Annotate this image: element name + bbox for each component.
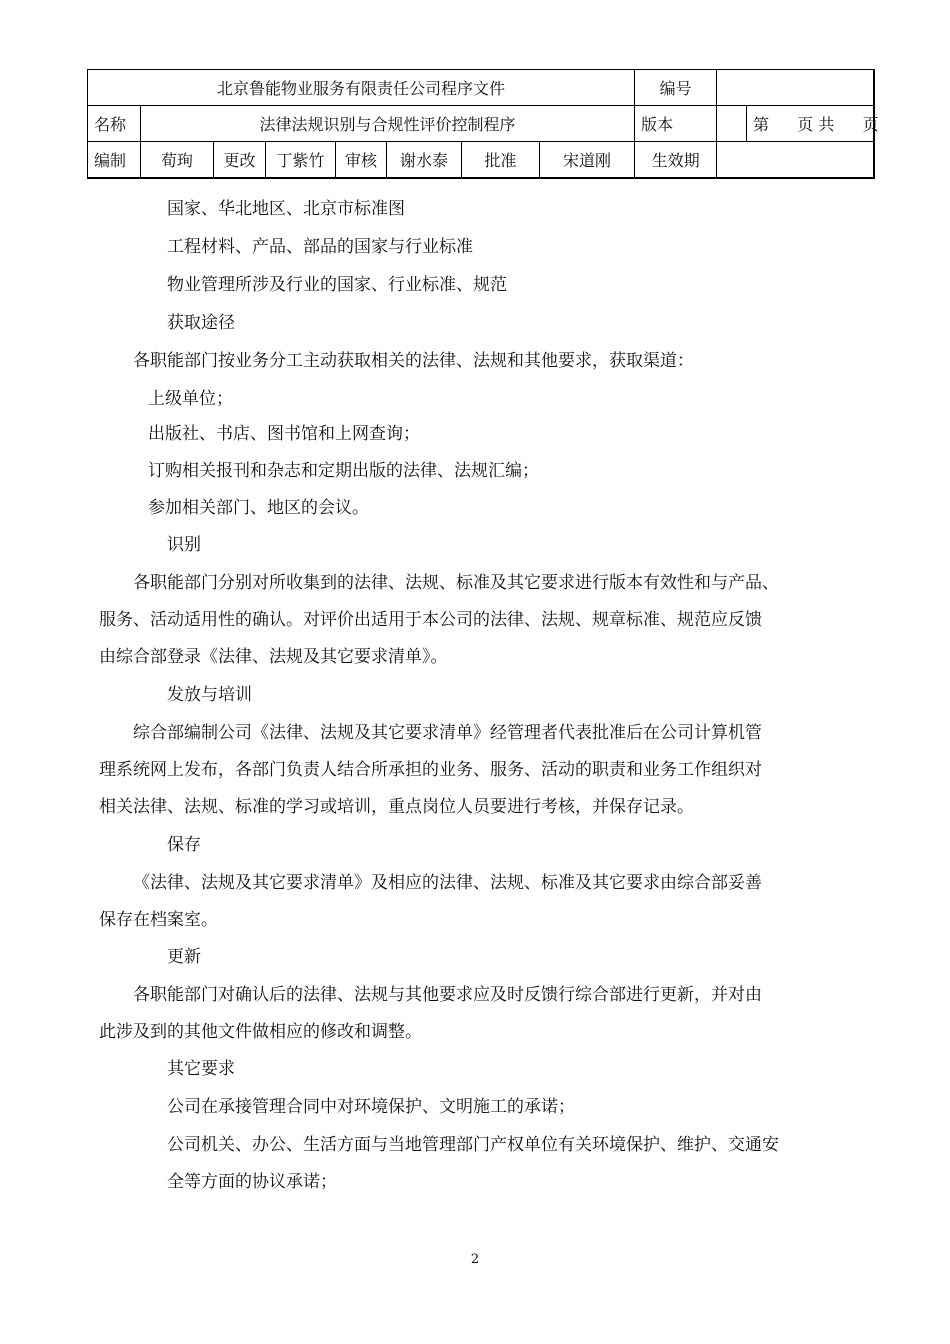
body-line: 服务、活动适用性的确认。对评价出适用于本公司的法律、法规、规章标准、规范应反馈 bbox=[99, 610, 762, 630]
page-number: 2 bbox=[470, 1252, 480, 1267]
document-header-table bbox=[87, 69, 879, 179]
number-label: 编号 bbox=[635, 70, 717, 106]
version-value bbox=[717, 106, 747, 142]
body-line: 各职能部门对确认后的法律、法规与其他要求应及时反馈行综合部进行更新，并对由 bbox=[133, 985, 762, 1005]
list-item: 参加相关部门、地区的会议。 bbox=[148, 498, 369, 518]
name-label: 名称 bbox=[88, 106, 141, 142]
section-heading: 发放与培训 bbox=[167, 685, 252, 705]
procedure-name: 法律法规识别与合规性评价控制程序 bbox=[141, 106, 635, 142]
body-line: 公司在承接管理合同中对环境保护、文明施工的承诺； bbox=[167, 1097, 575, 1117]
body-line: 全等方面的协议承诺； bbox=[167, 1172, 337, 1192]
body-line: 国家、华北地区、北京市标准图 bbox=[167, 199, 405, 219]
number-value bbox=[717, 70, 874, 106]
reviewer-value: 谢水泰 bbox=[387, 142, 462, 179]
review-label: 审核 bbox=[336, 142, 387, 179]
list-item: 订购相关报刊和杂志和定期出版的法律、法规汇编； bbox=[148, 461, 539, 481]
list-item: 上级单位； bbox=[148, 389, 233, 409]
body-line: 《法律、法规及其它要求清单》及相应的法律、法规、标准及其它要求由综合部妥善 bbox=[133, 873, 762, 893]
page-info bbox=[747, 106, 879, 142]
change-label: 更改 bbox=[214, 142, 266, 179]
approver-value: 宋道刚 bbox=[540, 142, 635, 179]
body-line: 公司机关、办公、生活方面与当地管理部门产权单位有关环境保护、维护、交通安 bbox=[167, 1135, 779, 1155]
approve-label: 批准 bbox=[462, 142, 540, 179]
body-line: 保存在档案室。 bbox=[99, 910, 218, 930]
body-line: 由综合部登录《法律、法规及其它要求清单》。 bbox=[99, 647, 448, 667]
version-label: 版本 bbox=[635, 106, 717, 142]
changer-value: 丁紫竹 bbox=[266, 142, 336, 179]
author-value: 荀珣 bbox=[141, 142, 214, 179]
author-label: 编制 bbox=[88, 142, 141, 179]
body-line: 各职能部门按业务分工主动获取相关的法律、法规和其他要求，获取渠道： bbox=[133, 351, 694, 371]
body-line: 各职能部门分别对所收集到的法律、法规、标准及其它要求进行版本有效性和与产品、 bbox=[133, 573, 779, 593]
section-heading: 更新 bbox=[167, 947, 201, 967]
list-item: 出版社、书店、图书馆和上网查询； bbox=[148, 424, 420, 444]
section-heading: 保存 bbox=[167, 835, 201, 855]
body-line: 此涉及到的其他文件做相应的修改和调整。 bbox=[99, 1022, 422, 1042]
body-line: 理系统网上发布，各部门负责人结合所承担的业务、服务、活动的职责和业务工作组织对 bbox=[99, 760, 762, 780]
body-line: 相关法律、法规、标准的学习或培训，重点岗位人员要进行考核，并保存记录。 bbox=[99, 797, 694, 817]
page-info-prefix: 第 bbox=[753, 115, 770, 134]
effective-label: 生效期 bbox=[635, 142, 717, 179]
section-heading: 获取途径 bbox=[167, 313, 235, 333]
section-heading: 其它要求 bbox=[167, 1059, 235, 1079]
page-info-suffix: 页 bbox=[862, 115, 879, 134]
body-line: 综合部编制公司《法律、法规及其它要求清单》经管理者代表批准后在公司计算机管 bbox=[133, 723, 762, 743]
company-doc-title: 北京鲁能物业服务有限责任公司程序文件 bbox=[88, 70, 635, 106]
page-info-mid: 页 共 bbox=[797, 115, 835, 134]
effective-value bbox=[717, 142, 874, 179]
body-line: 工程材料、产品、部品的国家与行业标准 bbox=[167, 237, 473, 257]
section-heading: 识别 bbox=[167, 535, 201, 555]
body-line: 物业管理所涉及行业的国家、行业标准、规范 bbox=[167, 275, 507, 295]
